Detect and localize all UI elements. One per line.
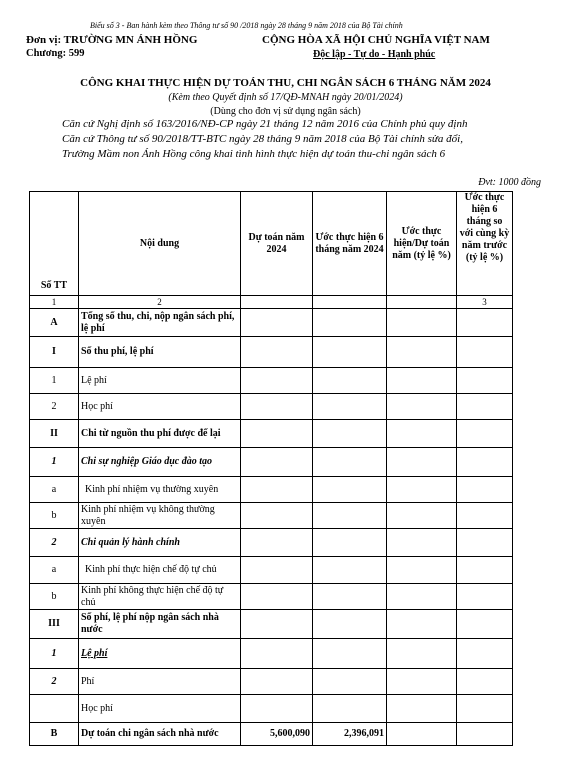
- index-cell: [387, 296, 457, 309]
- row-content-text: Lệ phí: [81, 647, 108, 659]
- row-ratio: [387, 394, 457, 420]
- index-cell: 2: [79, 296, 241, 309]
- row-ratio: [387, 368, 457, 394]
- row-estimate-6-months: [313, 309, 387, 337]
- row-estimate: [241, 448, 313, 477]
- row-content: Kinh phí không thực hiện chế độ tự chủ: [79, 584, 241, 610]
- row-stt: III: [30, 610, 79, 639]
- row-yoy: [457, 503, 513, 529]
- row-content: Số thu phí, lệ phí: [79, 337, 241, 368]
- table-row-total: [30, 723, 513, 746]
- row-yoy: [457, 584, 513, 610]
- budget-table: [29, 191, 513, 746]
- row-yoy: [457, 529, 513, 557]
- table-row: [30, 394, 513, 420]
- legal-basis-1: Căn cứ Nghị định số 163/2016/NĐ-CP ngày 21 tháng 12 năm 2016 của Chính phủ quy định: [62, 118, 468, 130]
- row-content: Chi sự nghiệp Giáo dục đào tạo: [79, 448, 241, 477]
- row-stt: 2: [30, 669, 79, 695]
- row-stt: A: [30, 309, 79, 337]
- table-row: [30, 503, 513, 529]
- row-yoy: [457, 368, 513, 394]
- row-content: Số phí, lệ phí nộp ngân sách nhà nước: [79, 610, 241, 639]
- row-estimate: [241, 610, 313, 639]
- motto-text: Độc lập - Tự do - Hạnh phúc: [313, 49, 436, 60]
- table-row: [30, 669, 513, 695]
- row-estimate: [241, 394, 313, 420]
- row-yoy: [457, 448, 513, 477]
- row-estimate-6-months: [313, 503, 387, 529]
- row-yoy: [457, 337, 513, 368]
- row-estimate-6-months: 2,396,091: [313, 723, 387, 746]
- legal-basis-2: Căn cứ Thông tư số 90/2018/TT-BTC ngày 28 tháng 9 năm 2018 của Bộ Tài chính sửa đổi,: [62, 133, 463, 145]
- document-title: CÔNG KHAI THỰC HIỆN DỰ TOÁN THU, CHI NGÂN SÁCH 6 THÁNG NĂM 2024: [80, 77, 491, 89]
- index-cell: 3: [457, 296, 513, 309]
- row-ratio: [387, 337, 457, 368]
- row-estimate: 5,600,090: [241, 723, 313, 746]
- index-cell: [313, 296, 387, 309]
- table-row: [30, 337, 513, 368]
- table-row: [30, 695, 513, 723]
- row-stt: 1: [30, 639, 79, 669]
- row-content: Chi quản lý hành chính: [79, 529, 241, 557]
- row-estimate-6-months: [313, 584, 387, 610]
- row-stt: a: [30, 477, 79, 503]
- unit-of-measure: Đvt: 1000 đồng: [478, 177, 541, 188]
- row-estimate-6-months: [313, 529, 387, 557]
- row-ratio: [387, 309, 457, 337]
- header-estimate-6-months: Ước thực hiện 6 tháng năm 2024: [313, 192, 387, 296]
- row-estimate: [241, 529, 313, 557]
- row-content: Chi từ nguồn thu phí được để lại: [79, 420, 241, 448]
- row-yoy: [457, 309, 513, 337]
- header-ratio: Ước thực hiện/Dự toán năm (tỷ lệ %): [387, 192, 457, 296]
- row-estimate-6-months: [313, 448, 387, 477]
- table-row: [30, 309, 513, 337]
- row-content: Học phí: [79, 695, 241, 723]
- row-ratio: [387, 723, 457, 746]
- row-estimate: [241, 584, 313, 610]
- row-stt: 2: [30, 529, 79, 557]
- row-ratio: [387, 639, 457, 669]
- row-ratio: [387, 477, 457, 503]
- row-ratio: [387, 610, 457, 639]
- row-estimate: [241, 669, 313, 695]
- row-ratio: [387, 448, 457, 477]
- row-estimate: [241, 477, 313, 503]
- table-row: [30, 557, 513, 584]
- row-stt: [30, 695, 79, 723]
- legal-basis-3: Trường Mầm non Ánh Hồng công khai tình hình thực hiện dự toán thu-chi ngân sách 6: [62, 148, 446, 160]
- row-estimate: [241, 695, 313, 723]
- row-ratio: [387, 420, 457, 448]
- row-estimate-6-months: [313, 557, 387, 584]
- row-stt: a: [30, 557, 79, 584]
- row-estimate-6-months: [313, 639, 387, 669]
- header-yoy: Ước thực hiện 6 tháng so với cùng kỳ năm trước (tỷ lệ %): [457, 192, 513, 296]
- row-stt: b: [30, 503, 79, 529]
- row-stt: b: [30, 584, 79, 610]
- index-row: [30, 296, 513, 309]
- row-content: Tổng số thu, chi, nộp ngân sách phí, lệ phí: [79, 309, 241, 337]
- row-stt: 2: [30, 394, 79, 420]
- row-stt: 1: [30, 368, 79, 394]
- row-stt: B: [30, 723, 79, 746]
- index-cell: 1: [30, 296, 79, 309]
- row-yoy: [457, 695, 513, 723]
- row-content: Lệ phí: [79, 368, 241, 394]
- row-stt: 1: [30, 448, 79, 477]
- table-row: [30, 639, 513, 669]
- row-ratio: [387, 669, 457, 695]
- row-estimate: [241, 503, 313, 529]
- row-content: Kinh phí nhiệm vụ thường xuyên: [79, 477, 241, 503]
- decision-reference: (Kèm theo Quyết định số 17/QĐ-MNAH ngày 20/01/2024): [168, 92, 403, 103]
- row-estimate: [241, 368, 313, 394]
- row-ratio: [387, 584, 457, 610]
- row-content: Phí: [79, 669, 241, 695]
- nation-heading: CỘNG HÒA XÃ HỘI CHỦ NGHĨA VIỆT NAM: [262, 34, 490, 46]
- table-row: [30, 584, 513, 610]
- table-row: [30, 368, 513, 394]
- usage-note: (Dùng cho đơn vị sử dụng ngân sách): [210, 106, 361, 117]
- row-estimate-6-months: [313, 669, 387, 695]
- row-yoy: [457, 557, 513, 584]
- unit-name: Đơn vị: TRƯỜNG MN ÁNH HỒNG: [26, 34, 198, 46]
- table-header-row: [30, 192, 513, 296]
- row-yoy: [457, 420, 513, 448]
- index-cell: [241, 296, 313, 309]
- row-estimate: [241, 309, 313, 337]
- row-stt: I: [30, 337, 79, 368]
- table-row: [30, 448, 513, 477]
- row-estimate-6-months: [313, 420, 387, 448]
- table-row: [30, 610, 513, 639]
- national-motto: [313, 49, 435, 60]
- row-estimate-6-months: [313, 337, 387, 368]
- table-row: [30, 529, 513, 557]
- row-yoy: [457, 669, 513, 695]
- row-ratio: [387, 529, 457, 557]
- form-note: Biểu số 3 - Ban hành kèm theo Thông tư số 90 /2018 ngày 28 tháng 9 năm 2018 của Bộ Tài chính: [90, 21, 403, 30]
- row-estimate-6-months: [313, 477, 387, 503]
- row-yoy: [457, 610, 513, 639]
- row-content: Dự toán chi ngân sách nhà nước: [79, 723, 241, 746]
- row-content: Học phí: [79, 394, 241, 420]
- row-yoy: [457, 723, 513, 746]
- table-row: [30, 420, 513, 448]
- row-estimate: [241, 337, 313, 368]
- row-estimate-6-months: [313, 394, 387, 420]
- row-estimate: [241, 639, 313, 669]
- row-stt: II: [30, 420, 79, 448]
- header-content: Nội dung: [79, 192, 241, 296]
- row-yoy: [457, 394, 513, 420]
- row-yoy: [457, 477, 513, 503]
- row-yoy: [457, 639, 513, 669]
- row-ratio: [387, 695, 457, 723]
- row-content: [79, 639, 241, 669]
- chapter-code: Chương: 599: [26, 48, 85, 59]
- row-content: Kinh phí thực hiện chế độ tự chủ: [79, 557, 241, 584]
- row-ratio: [387, 503, 457, 529]
- row-estimate-6-months: [313, 368, 387, 394]
- table-row: [30, 477, 513, 503]
- header-estimate: Dự toán năm 2024: [241, 192, 313, 296]
- header-stt: Số TT: [30, 192, 79, 296]
- row-content: Kinh phí nhiệm vụ không thường xuyên: [79, 503, 241, 529]
- row-ratio: [387, 557, 457, 584]
- row-estimate: [241, 557, 313, 584]
- row-estimate-6-months: [313, 695, 387, 723]
- row-estimate-6-months: [313, 610, 387, 639]
- row-estimate: [241, 420, 313, 448]
